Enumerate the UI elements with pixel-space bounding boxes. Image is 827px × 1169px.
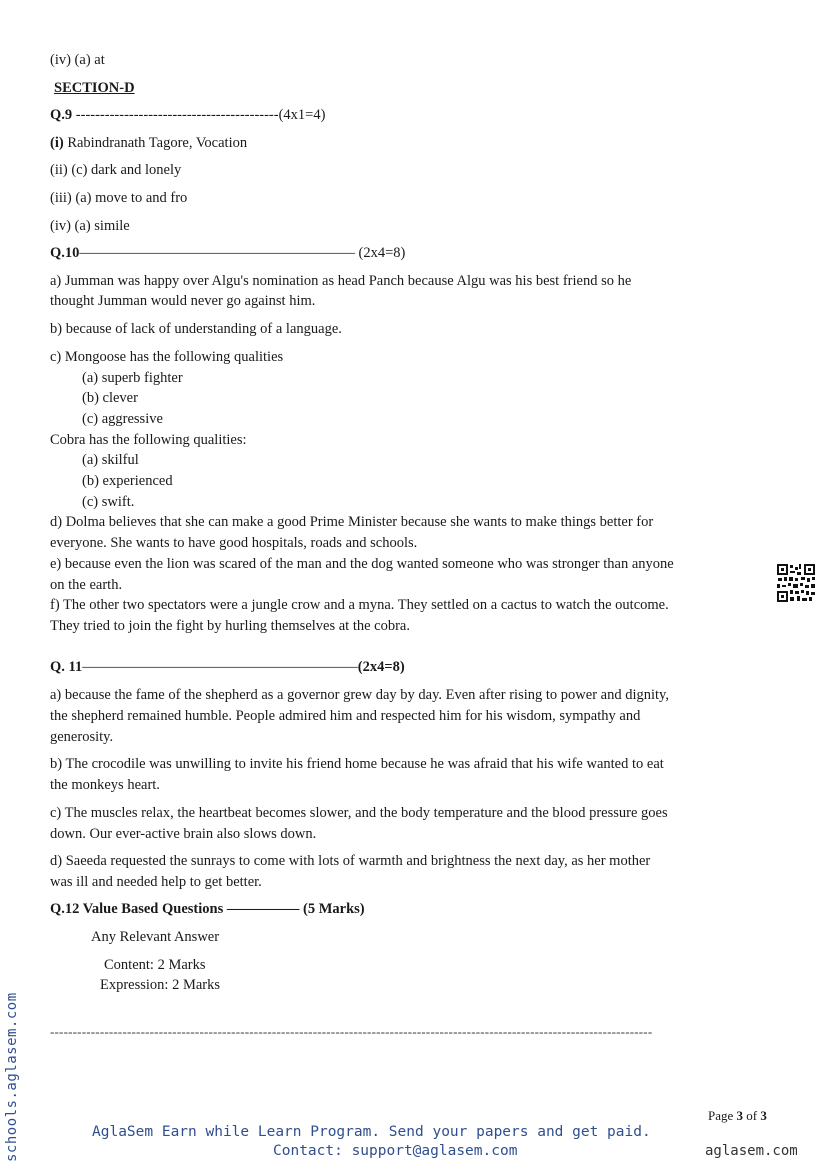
answer-text: Rabindranath Tagore, Vocation — [67, 135, 248, 151]
answer-line: Cobra has the following qualities: — [50, 432, 247, 448]
question-label: Q.9 — [50, 107, 73, 123]
page-of: of — [746, 1108, 758, 1123]
footer-contact: Contact: support@aglasem.com — [273, 1143, 518, 1159]
marks-rule: ------------------------------------------(4x1=4) — [75, 107, 326, 123]
question-label: Q. 11 — [50, 659, 83, 675]
answer-line: a) Jumman was happy over Algu's nomination as head Panch because Algu was his best friend so he — [50, 273, 632, 289]
answer-line: (iii) (a) move to and fro — [50, 190, 188, 206]
answer-label: (i) — [50, 135, 64, 151]
answer-line: the shepherd remained humble. People admired him and respected him for his wisdom, sympathy and — [50, 708, 641, 724]
answer-line: on the earth. — [50, 577, 123, 593]
answer-line: Any Relevant Answer — [91, 929, 220, 945]
marks-value: (2x4=8) — [357, 659, 405, 675]
question-header-q9 — [50, 105, 325, 125]
answer-line: b) The crocodile was unwilling to invite his friend home because he was afraid that his wife wanted to eat — [50, 756, 664, 772]
question-label: Q.12 Value Based Questions — [50, 901, 224, 917]
list-item: (a) superb fighter — [82, 370, 183, 386]
answer-line: generosity. — [50, 729, 114, 745]
question-header-q10 — [50, 243, 405, 263]
answer-line: was ill and needed help to get better. — [50, 874, 262, 890]
side-watermark: schools.aglasem.com — [4, 992, 20, 1162]
answer-line: the monkeys heart. — [50, 777, 160, 793]
answer-line: everyone. She wants to have good hospitals, roads and schools. — [50, 535, 418, 551]
answer-line: Expression: 2 Marks — [100, 977, 221, 993]
answer-line: b) because of lack of understanding of a language. — [50, 321, 342, 337]
page-number — [708, 1108, 767, 1124]
list-item: (a) skilful — [82, 452, 139, 468]
question-header-q12 — [50, 899, 365, 919]
answer-line: (ii) (c) dark and lonely — [50, 162, 182, 178]
list-item: (b) clever — [82, 390, 138, 406]
answer-line: down. Our ever-active brain also slows down. — [50, 826, 317, 842]
answer-line: a) because the fame of the shepherd as a governor grew day by day. Even after rising to power and dignity, — [50, 687, 669, 703]
answer-line: d) Dolma believes that she can make a good Prime Minister because she wants to make things better for — [50, 514, 654, 530]
brand-text: aglasem.com — [705, 1143, 798, 1159]
answer-line: f) The other two spectators were a jungle crow and a myna. They settled on a cactus to watch the outcome. — [50, 597, 669, 613]
answer-line: Content: 2 Marks — [104, 957, 206, 973]
marks-rule: ——————————————————— — [82, 659, 358, 675]
answer-line: (iv) (a) at — [50, 52, 105, 68]
list-item: (c) aggressive — [82, 411, 163, 427]
list-item: (b) experienced — [82, 473, 173, 489]
answer-line: (iv) (a) simile — [50, 218, 130, 234]
page-prefix: Page — [708, 1108, 734, 1123]
page-total: 3 — [760, 1108, 767, 1123]
question-header-q11 — [50, 657, 405, 677]
answer-line: They tried to join the fight by hurling themselves at the cobra. — [50, 618, 410, 634]
answer-line: c) The muscles relax, the heartbeat becomes slower, and the body temperature and the blood pressure goes — [50, 805, 668, 821]
answer-line: e) because even the lion was scared of the man and the dog wanted someone who was stronger than anyone — [50, 556, 674, 572]
marks-rule: ——————————————————— (2x4=8) — [79, 245, 406, 261]
answer-line: thought Jumman would never go against him. — [50, 293, 316, 309]
dashed-separator: ------------------------------------------------------------------------------------------------------------------------------------- — [50, 1024, 653, 1039]
footer-promo: AglaSem Earn while Learn Program. Send your papers and get paid. — [92, 1124, 651, 1140]
page-current: 3 — [736, 1108, 744, 1123]
list-item: (c) swift. — [82, 494, 135, 510]
section-title: SECTION-D — [54, 80, 135, 96]
answer-line: d) Saeeda requested the sunrays to come with lots of warmth and brightness the next day, as her mother — [50, 853, 651, 869]
marks-rule: ————— (5 Marks) — [226, 901, 365, 917]
qr-code-icon — [776, 563, 816, 603]
answer-line: c) Mongoose has the following qualities — [50, 349, 284, 365]
question-label: Q.10 — [50, 245, 80, 261]
answer-line — [50, 133, 247, 153]
